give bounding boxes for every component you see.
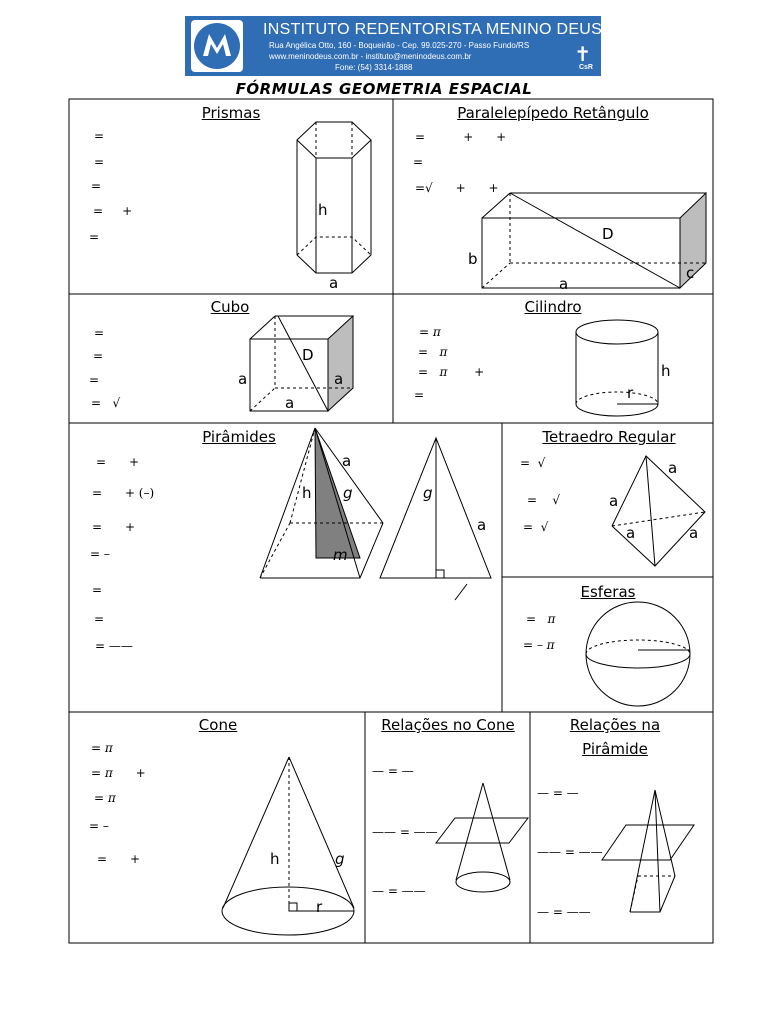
- formula-piramides-4: = –: [90, 547, 110, 561]
- cylinder-height-label: h: [661, 362, 671, 380]
- formula-esferas-1: = π: [526, 612, 556, 626]
- formula-prismas-4: = +: [93, 204, 133, 218]
- formula-cone-1: = π: [91, 741, 113, 755]
- formula-cone-3: = π: [94, 791, 116, 805]
- formula-relacoes-piramide-3: — = ——: [537, 905, 591, 919]
- section-title-cilindro: Cilindro: [524, 298, 582, 316]
- pyramid-figure: [260, 428, 383, 578]
- formula-piramides-7: = ——: [95, 639, 133, 653]
- cube-diagonal-label: D: [302, 346, 314, 364]
- cone-relations-figure: [436, 783, 528, 892]
- formula-cone-2: = π +: [91, 766, 146, 780]
- par-c-label: c: [686, 264, 695, 282]
- formula-cilindro-1: = π: [419, 325, 441, 339]
- formula-piramides-3: = +: [92, 520, 135, 534]
- tetra-edge-label-2: a: [609, 492, 619, 510]
- section-title-relacoes-piramide-2: Pirâmide: [582, 740, 648, 758]
- formula-relacoes-cone-2: —— = ——: [372, 825, 438, 839]
- section-title-prismas: Prismas: [201, 104, 261, 122]
- formula-relacoes-piramide-2: —— = ——: [537, 845, 603, 859]
- triangle-a-label: a: [477, 516, 487, 534]
- formula-prismas-3: =: [91, 179, 102, 193]
- formula-piramides-5: =: [92, 583, 103, 597]
- tetra-edge-label-4: a: [689, 524, 699, 542]
- section-title-esferas: Esferas: [580, 583, 636, 601]
- cylinder-radius-label: r: [627, 384, 634, 402]
- formula-esferas-2: = – π: [523, 638, 555, 652]
- pyramid-relations-figure: [602, 790, 694, 912]
- formula-cilindro-4: =: [414, 388, 425, 402]
- section-title-paralelepipedo: Paralelepípedo Retângulo: [457, 104, 649, 122]
- section-title-relacoes-piramide-1: Relações na: [569, 716, 661, 734]
- formula-cubo-4: = √: [91, 396, 121, 410]
- institute-address: Rua Angélica Otto, 160 - Boqueirão - Cep. 99.025-270 - Passo Fundo/RS: [269, 41, 530, 50]
- par-diagonal-label: D: [602, 225, 614, 243]
- cone-slant-label: g: [335, 850, 345, 868]
- pyramid-height-label: h: [302, 484, 312, 502]
- cube-edge-label-bottom: a: [285, 394, 295, 412]
- par-b-label: b: [468, 250, 478, 268]
- pyramid-edge-label: a: [342, 452, 352, 470]
- triangle-g-label: g: [423, 484, 433, 502]
- formula-tetraedro-1: = √: [520, 456, 546, 470]
- cone-radius-label: r: [316, 898, 323, 916]
- formula-cubo-1: =: [94, 326, 105, 340]
- page-title: FÓRMULAS GEOMETRIA ESPACIAL: [235, 80, 533, 98]
- tetrahedron-figure: [612, 456, 705, 566]
- formula-relacoes-piramide-1: — = —: [537, 786, 579, 800]
- sphere-figure: [586, 602, 690, 706]
- formula-prismas-1: =: [94, 129, 105, 143]
- tetra-edge-label-3: a: [626, 524, 636, 542]
- formula-par-1: = + +: [415, 130, 507, 144]
- formula-relacoes-cone-3: — = ——: [372, 884, 426, 898]
- formula-par-2: =: [413, 155, 424, 169]
- formula-tetraedro-3: = √: [523, 520, 549, 534]
- cross-icon: ✝: [574, 42, 591, 66]
- formula-piramides-2: = + (–): [92, 486, 155, 500]
- section-title-cubo: Cubo: [210, 298, 250, 316]
- cone-height-label: h: [270, 850, 280, 868]
- formula-cubo-3: =: [89, 373, 100, 387]
- pyramid-apothem-label: g: [343, 484, 353, 502]
- section-title-cone: Cone: [198, 716, 238, 734]
- formula-prismas-2: =: [94, 155, 105, 169]
- formula-cone-4: = –: [89, 819, 109, 833]
- hexagonal-prism-figure: [297, 122, 371, 273]
- csr-badge: CsR: [578, 64, 593, 71]
- triangle-apothem-figure: [380, 438, 491, 600]
- parallelepiped-figure: [482, 193, 706, 288]
- formula-cubo-2: =: [93, 349, 104, 363]
- institute-name: INSTITUTO REDENTORISTA MENINO DEUS: [263, 21, 603, 38]
- formula-cone-5: = +: [97, 852, 140, 866]
- prism-height-label: h: [318, 201, 328, 219]
- cone-figure: [222, 757, 354, 935]
- institute-phone: Fone: (54) 3314-1888: [335, 63, 413, 72]
- formula-par-3: =√ + +: [415, 181, 499, 195]
- formula-relacoes-cone-1: — = —: [372, 764, 414, 778]
- formula-cilindro-3: = π +: [418, 365, 485, 379]
- formula-piramides-1: = +: [96, 455, 139, 469]
- cube-edge-label-right: a: [334, 370, 344, 388]
- section-title-tetraedro: Tetraedro Regular: [542, 428, 676, 446]
- tetra-edge-label-1: a: [668, 459, 678, 477]
- section-title-piramides: Pirâmides: [202, 428, 276, 446]
- cylinder-figure: [576, 320, 658, 416]
- formula-cilindro-2: = π: [418, 345, 448, 359]
- formula-tetraedro-2: = √: [527, 493, 560, 507]
- section-title-relacoes-cone: Relações no Cone: [381, 716, 515, 734]
- institute-web: www.meninodeus.com.br - instituto@meninodeus.com.br: [269, 52, 472, 61]
- formula-prismas-5: =: [89, 230, 100, 244]
- par-a-label: a: [559, 275, 569, 293]
- formula-piramides-6: =: [94, 612, 105, 626]
- pyramid-base-apothem-label: m: [333, 546, 348, 564]
- cube-edge-label-left: a: [238, 370, 248, 388]
- prism-edge-label: a: [329, 274, 339, 292]
